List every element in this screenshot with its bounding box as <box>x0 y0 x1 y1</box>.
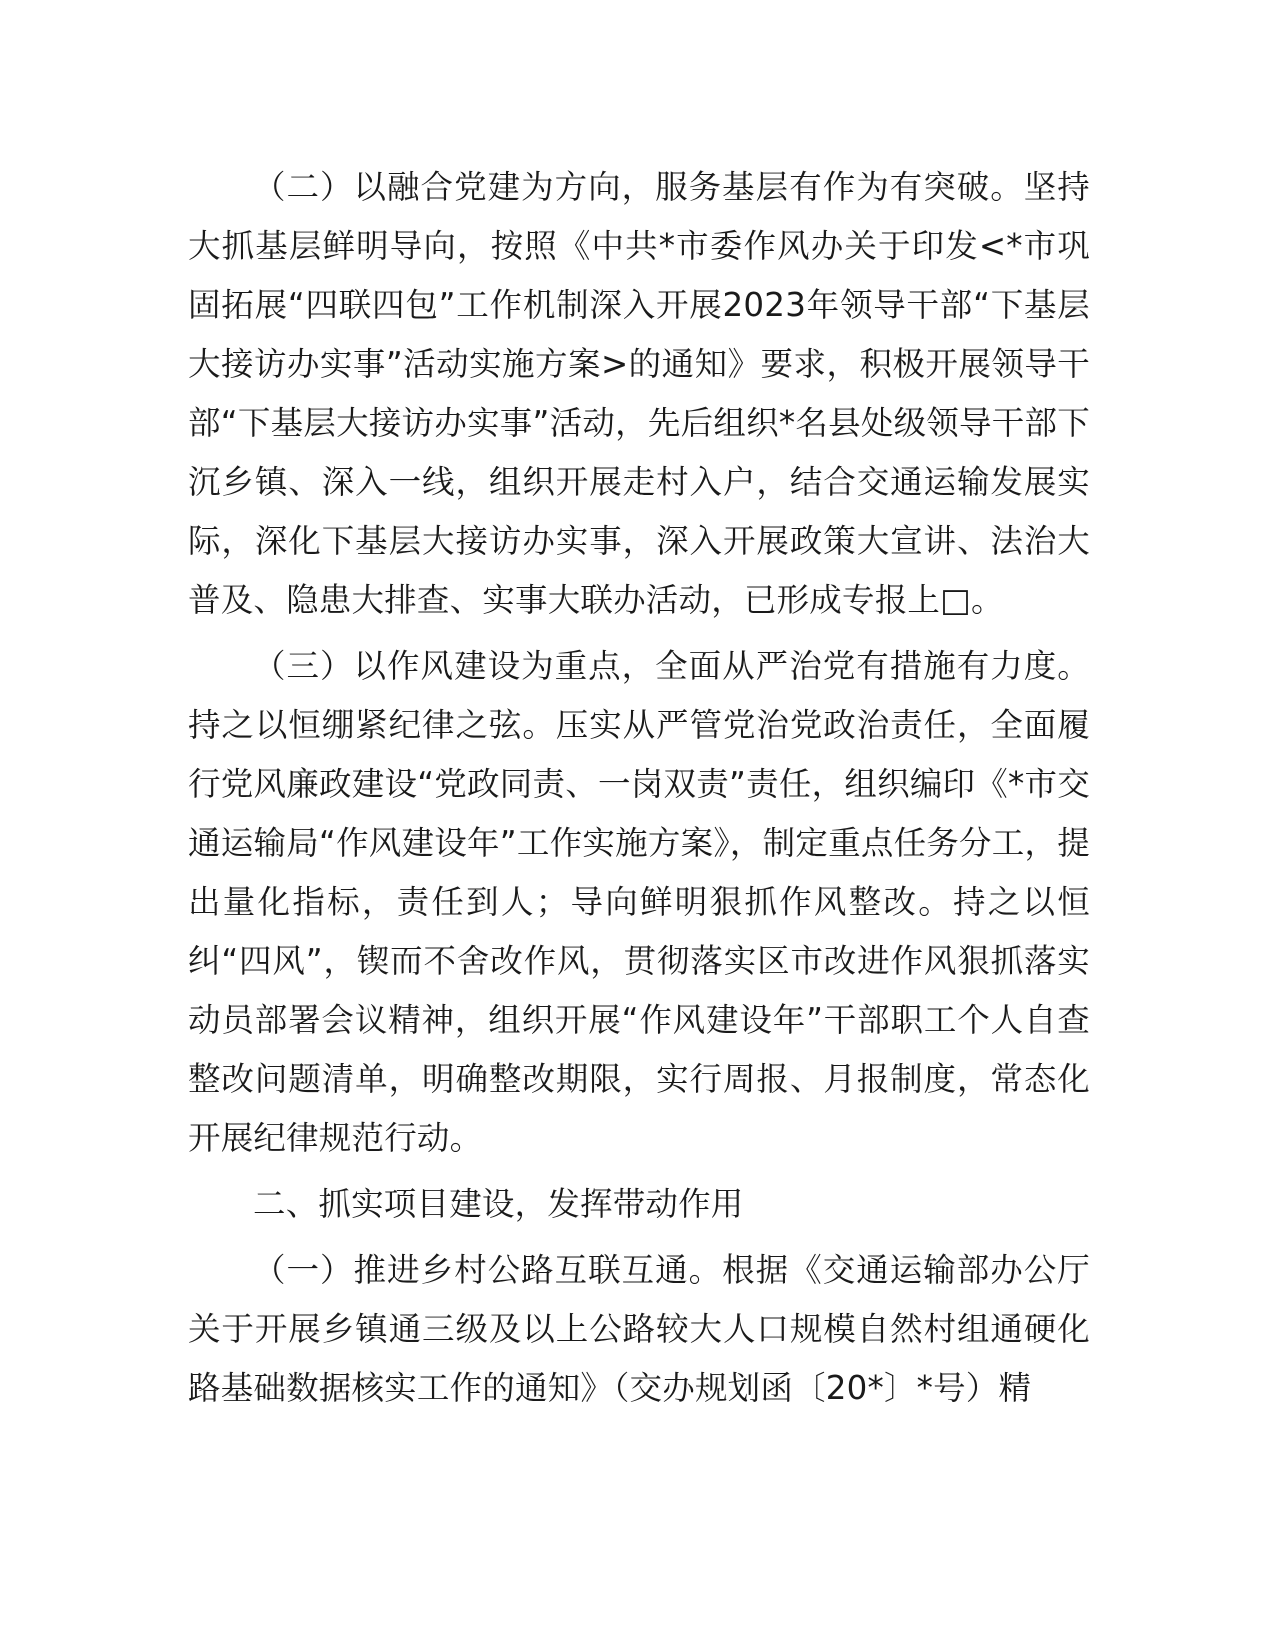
section-heading-project-construction: 二、抓实项目建设，发挥带动作用 <box>253 1185 744 1223</box>
paragraph-party-building-grassroots: （二）以融合党建为方向，服务基层有作为有突破。坚持大抓基层鲜明导向，按照《中共*市委作风办关于印发<*市巩固拓展“四联四包”工作机制深入开展2023年领导干部“下基层大接访办实事”活动实施方案>的通知》要求，积极开展领导干部“下基层大接访办实事”活动，先后组织*名县处级领导干部下沉乡镇、深入一线，组织开展走村入户，结合交通运输发展实际，深化下基层大接访办实事，深入开展政策大宣讲、法治大普及、隐患大排查、实事大联办活动，已形成专报上□。 <box>188 168 1090 619</box>
document-body <box>188 158 1090 1418</box>
paragraph-rural-road-connectivity: （一）推进乡村公路互联互通。根据《交通运输部办公厅关于开展乡镇通三级及以上公路较大人口规模自然村组通硬化路基础数据核实工作的通知》（交办规划函〔20*〕*号）精 <box>188 1251 1090 1407</box>
paragraph-work-style-construction: （三）以作风建设为重点，全面从严治党有措施有力度。持之以恒绷紧纪律之弦。压实从严管党治党政治责任，全面履行党风廉政建设“党政同责、一岗双责”责任，组织编印《*市交通运输局“作风建设年”工作实施方案》，制定重点任务分工，提出量化指标，责任到人；导向鲜明狠抓作风整改。持之以恒纠“四风”，锲而不舍改作风，贯彻落实区市改进作风狠抓落实动员部署会议精神，组织开展“作风建设年”干部职工个人自查整改问题清单，明确整改期限，实行周报、月报制度，常态化开展纪律规范行动。 <box>188 647 1090 1157</box>
